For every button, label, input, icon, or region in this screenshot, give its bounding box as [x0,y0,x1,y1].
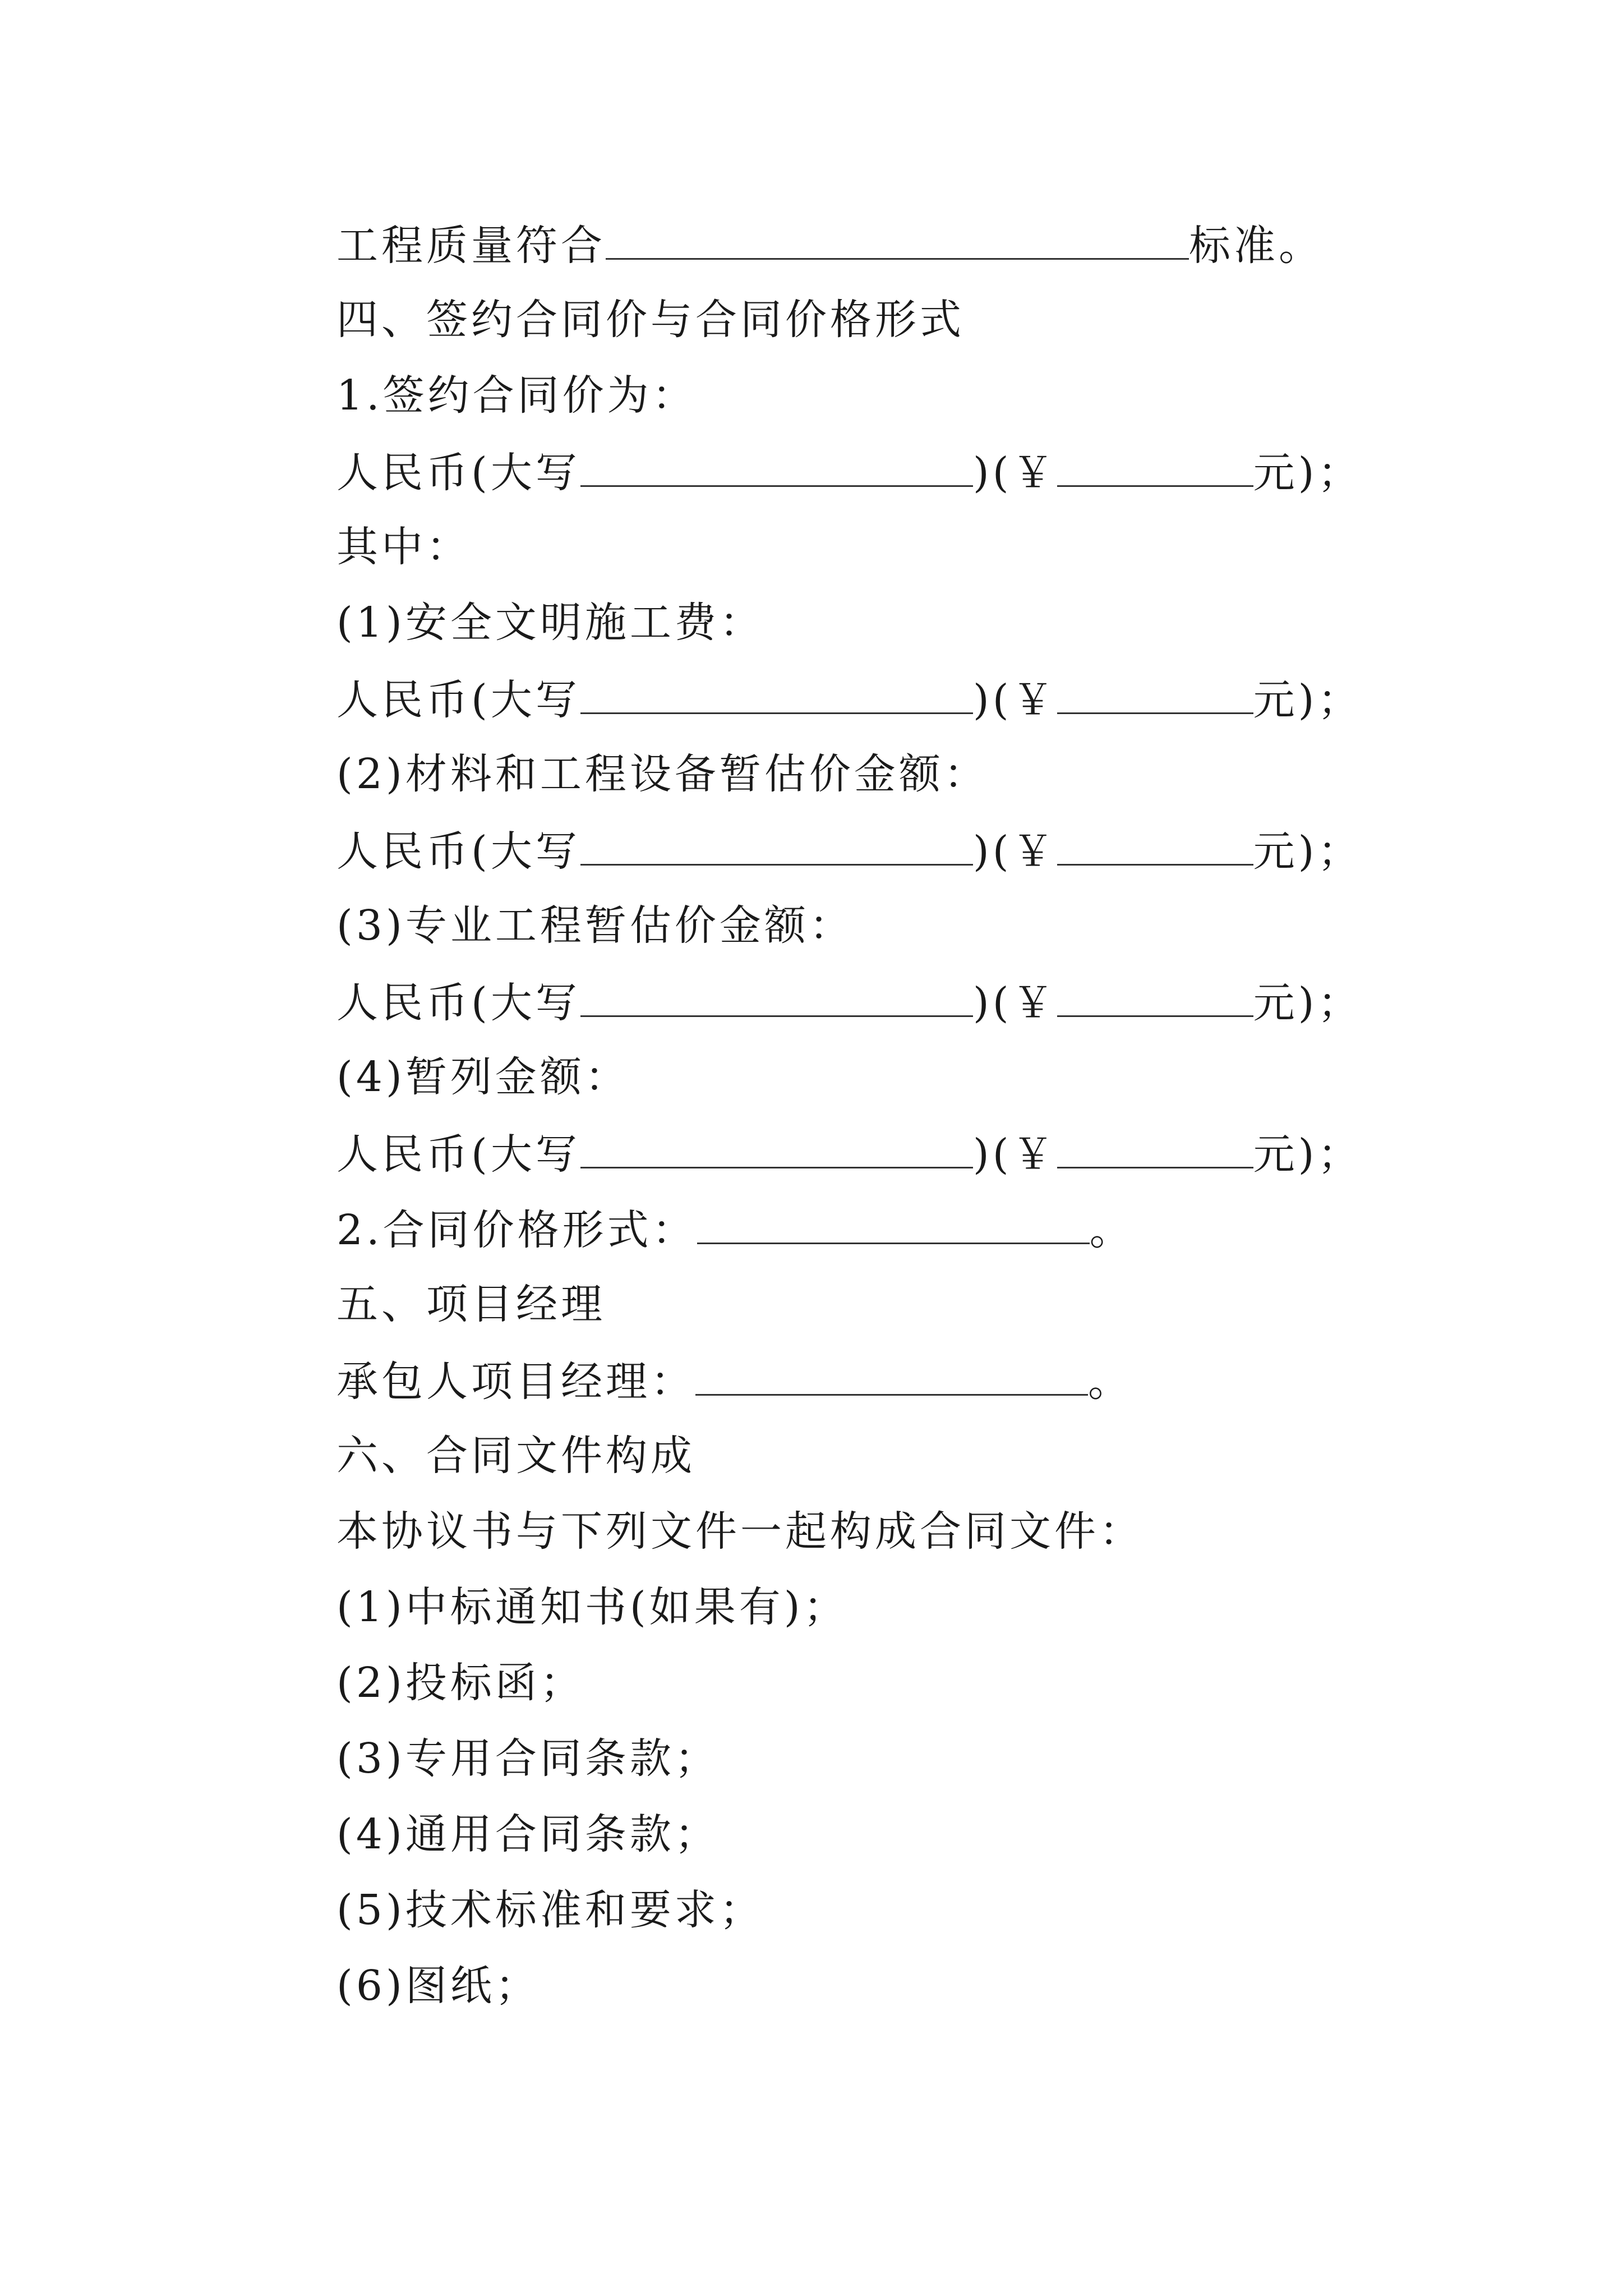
price-form-blank[interactable] [697,1198,1090,1244]
fee-4-label: (4)暂列金额： [336,1053,630,1101]
rmb-prefix: 人民币(大写 [336,676,580,724]
rmb-mid: )(￥ [972,827,1057,876]
contract-doc-item: (6)图纸； [336,1962,540,2010]
fee-4-words-blank[interactable] [580,1122,973,1168]
quality-standard-blank[interactable] [606,213,1189,260]
fee-3-label: (3)专业工程暂估价金额： [336,901,854,950]
quality-suffix: 标准。 [1189,222,1324,270]
fee-2-amount-line [336,819,1363,881]
quality-line [336,213,1324,275]
fee-4-amount-line [336,1122,1363,1184]
contract-doc-item: (2)投标函； [336,1659,585,1707]
fee-3-words-blank[interactable] [580,970,973,1017]
fee-2-words-blank[interactable] [580,819,973,866]
contract-price-number-blank[interactable] [1057,440,1253,487]
fee-3-number-blank[interactable] [1057,970,1253,1017]
fee-4-number-blank[interactable] [1057,1122,1253,1168]
contract-price-amount-line [336,440,1363,502]
rmb-suffix: 元)； [1253,676,1363,724]
section-4-title: 四、签约合同价与合同价格形式 [336,296,965,344]
among-label: 其中： [336,523,471,571]
fee-2-number-blank[interactable] [1057,819,1253,866]
rmb-suffix: 元)； [1253,979,1363,1027]
contract-doc-item: (5)技术标准和要求； [336,1886,764,1934]
contract-doc-item: (4)通用合同条款； [336,1810,720,1858]
project-manager-blank[interactable] [695,1349,1088,1396]
project-manager-label: 承包人项目经理： [336,1358,695,1406]
fee-1-amount-line [336,668,1363,729]
rmb-prefix: 人民币(大写 [336,827,580,876]
price-form-suffix: 。 [1089,1206,1135,1254]
fee-3-amount-line [336,970,1363,1032]
fee-1-number-blank[interactable] [1057,668,1253,714]
contract-doc-item: (3)专用合同条款； [336,1734,720,1783]
fee-1-label: (1)安全文明施工费： [336,599,764,647]
rmb-prefix: 人民币(大写 [336,1130,580,1179]
project-manager-suffix: 。 [1088,1358,1133,1406]
section-6-intro: 本协议书与下列文件一起构成合同文件： [336,1507,1144,1556]
rmb-mid: )(￥ [972,979,1057,1027]
fee-2-label: (2)材料和工程设备暂估价金额： [336,750,989,798]
contract-price-words-blank[interactable] [580,440,973,487]
rmb-suffix: 元)； [1253,449,1363,497]
project-manager-line [336,1349,1133,1411]
rmb-mid: )(￥ [972,1130,1057,1179]
rmb-suffix: 元)； [1253,827,1363,876]
price-form-line [336,1198,1135,1259]
rmb-mid: )(￥ [972,676,1057,724]
section-6-title: 六、合同文件构成 [336,1432,695,1480]
fee-1-words-blank[interactable] [580,668,973,714]
price-form-label: 2.合同价格形式： [336,1206,697,1254]
rmb-prefix: 人民币(大写 [336,449,580,497]
quality-prefix: 工程质量符合 [336,222,606,270]
rmb-mid: )(￥ [972,449,1057,497]
rmb-suffix: 元)； [1253,1130,1363,1179]
section-5-title: 五、项目经理 [336,1280,606,1328]
contract-doc-item: (1)中标通知书(如果有)； [336,1583,849,1631]
rmb-prefix: 人民币(大写 [336,979,580,1027]
contract-price-label: 1.签约合同价为： [336,371,697,420]
